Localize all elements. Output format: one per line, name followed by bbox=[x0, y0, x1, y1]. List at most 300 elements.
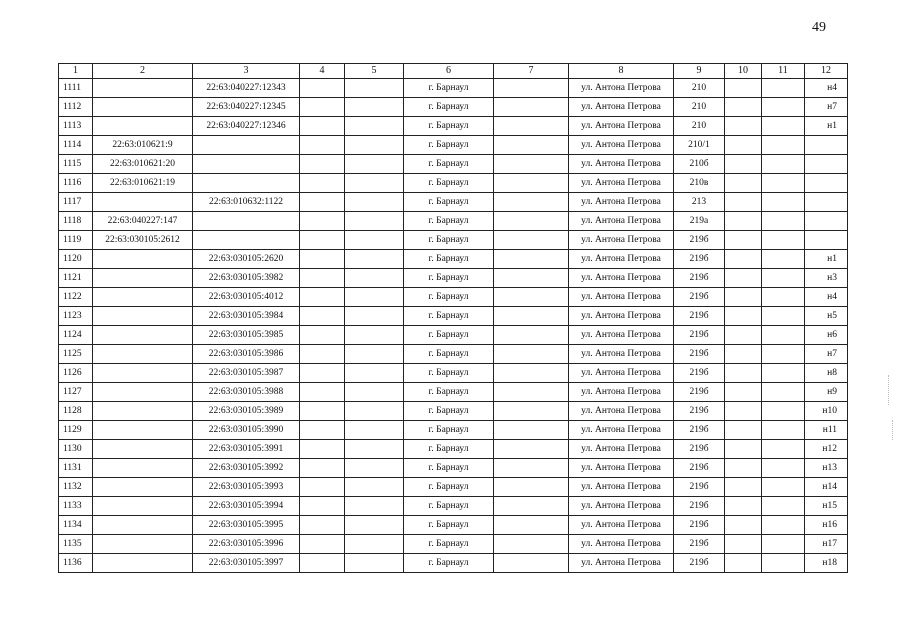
table-cell: 22:63:030105:3988 bbox=[193, 383, 300, 402]
table-cell bbox=[345, 98, 404, 117]
table-cell: 22:63:030105:2620 bbox=[193, 250, 300, 269]
table-cell: 1136 bbox=[59, 554, 93, 573]
table-cell: 1114 bbox=[59, 136, 93, 155]
table-cell: н13 bbox=[805, 459, 848, 478]
table-row bbox=[59, 402, 848, 421]
table-cell bbox=[494, 212, 569, 231]
table-cell bbox=[762, 250, 805, 269]
table-cell bbox=[345, 307, 404, 326]
table-cell bbox=[762, 174, 805, 193]
column-header: 4 bbox=[300, 64, 345, 79]
column-header: 9 bbox=[674, 64, 725, 79]
table-cell bbox=[345, 193, 404, 212]
column-header: 2 bbox=[93, 64, 193, 79]
table-cell bbox=[300, 383, 345, 402]
table-cell: 22:63:030105:3993 bbox=[193, 478, 300, 497]
margin-mark bbox=[892, 420, 894, 440]
table-cell: н1 bbox=[805, 117, 848, 136]
table-cell: ул. Антона Петрова bbox=[569, 231, 674, 250]
table-cell bbox=[193, 136, 300, 155]
column-header: 8 bbox=[569, 64, 674, 79]
table-row bbox=[59, 535, 848, 554]
table-cell: 219б bbox=[674, 250, 725, 269]
table-cell: ул. Антона Петрова bbox=[569, 478, 674, 497]
table-cell bbox=[93, 326, 193, 345]
table-cell bbox=[725, 421, 762, 440]
table-cell: 1135 bbox=[59, 535, 93, 554]
table-cell bbox=[762, 516, 805, 535]
table-cell: ул. Антона Петрова bbox=[569, 345, 674, 364]
table-cell bbox=[345, 117, 404, 136]
table-cell bbox=[93, 402, 193, 421]
table-row bbox=[59, 497, 848, 516]
table-row bbox=[59, 554, 848, 573]
table-cell: г. Барнаул bbox=[404, 288, 494, 307]
table-cell bbox=[93, 269, 193, 288]
table-cell bbox=[345, 174, 404, 193]
table-cell: г. Барнаул bbox=[404, 326, 494, 345]
table-cell: 1127 bbox=[59, 383, 93, 402]
table-cell: 22:63:030105:3997 bbox=[193, 554, 300, 573]
table-cell: г. Барнаул bbox=[404, 174, 494, 193]
table-cell bbox=[762, 459, 805, 478]
table-cell: ул. Антона Петрова bbox=[569, 79, 674, 98]
table-cell: г. Барнаул bbox=[404, 212, 494, 231]
table-cell bbox=[345, 136, 404, 155]
table-cell bbox=[93, 250, 193, 269]
table-cell: 22:63:010621:20 bbox=[93, 155, 193, 174]
table-cell bbox=[345, 497, 404, 516]
table-cell: 1124 bbox=[59, 326, 93, 345]
table-cell: н1 bbox=[805, 250, 848, 269]
table-cell: 1132 bbox=[59, 478, 93, 497]
table-cell bbox=[494, 478, 569, 497]
table-row bbox=[59, 117, 848, 136]
table-cell: 213 bbox=[674, 193, 725, 212]
table-cell: 219б bbox=[674, 307, 725, 326]
table-cell: н3 bbox=[805, 269, 848, 288]
table-cell: н15 bbox=[805, 497, 848, 516]
table-cell: 1133 bbox=[59, 497, 93, 516]
table-cell bbox=[345, 478, 404, 497]
table-cell bbox=[725, 364, 762, 383]
table-cell bbox=[93, 421, 193, 440]
table-row bbox=[59, 250, 848, 269]
table-cell bbox=[300, 516, 345, 535]
table-cell bbox=[494, 383, 569, 402]
column-header: 11 bbox=[762, 64, 805, 79]
table-cell bbox=[762, 288, 805, 307]
table-cell bbox=[494, 402, 569, 421]
table-cell bbox=[300, 459, 345, 478]
table-cell: г. Барнаул bbox=[404, 440, 494, 459]
table-cell bbox=[93, 478, 193, 497]
table-cell: 1131 bbox=[59, 459, 93, 478]
table-cell: 22:63:030105:3989 bbox=[193, 402, 300, 421]
table-row bbox=[59, 516, 848, 535]
table-cell bbox=[762, 136, 805, 155]
table-cell bbox=[300, 212, 345, 231]
table-cell: 210/1 bbox=[674, 136, 725, 155]
table-cell bbox=[725, 155, 762, 174]
table-row bbox=[59, 79, 848, 98]
table-cell bbox=[93, 554, 193, 573]
table-cell: ул. Антона Петрова bbox=[569, 155, 674, 174]
table-cell bbox=[725, 326, 762, 345]
table-cell: г. Барнаул bbox=[404, 98, 494, 117]
table-cell: г. Барнаул bbox=[404, 307, 494, 326]
table-cell bbox=[762, 554, 805, 573]
table-cell bbox=[300, 79, 345, 98]
table-cell: 22:63:040227:147 bbox=[93, 212, 193, 231]
table-cell bbox=[762, 98, 805, 117]
table-cell bbox=[762, 155, 805, 174]
table-cell bbox=[93, 117, 193, 136]
table-cell: 22:63:030105:3982 bbox=[193, 269, 300, 288]
table-cell bbox=[762, 117, 805, 136]
table-cell: 22:63:030105:3995 bbox=[193, 516, 300, 535]
table-cell bbox=[725, 402, 762, 421]
table-cell bbox=[725, 98, 762, 117]
table-cell: 22:63:030105:3994 bbox=[193, 497, 300, 516]
table-cell bbox=[725, 516, 762, 535]
table-cell: 1122 bbox=[59, 288, 93, 307]
table-cell bbox=[494, 174, 569, 193]
table-cell bbox=[494, 98, 569, 117]
table-cell bbox=[300, 364, 345, 383]
table-cell bbox=[345, 421, 404, 440]
table-cell bbox=[93, 288, 193, 307]
table-cell: 1130 bbox=[59, 440, 93, 459]
table-cell: г. Барнаул bbox=[404, 79, 494, 98]
table-cell bbox=[762, 231, 805, 250]
table-cell bbox=[345, 326, 404, 345]
table-cell: ул. Антона Петрова bbox=[569, 459, 674, 478]
table-cell: н12 bbox=[805, 440, 848, 459]
table-cell: г. Барнаул bbox=[404, 554, 494, 573]
table-cell bbox=[300, 307, 345, 326]
table-cell: н18 bbox=[805, 554, 848, 573]
table-cell: г. Барнаул bbox=[404, 117, 494, 136]
table-cell bbox=[762, 440, 805, 459]
table-cell: н4 bbox=[805, 288, 848, 307]
table-cell bbox=[193, 231, 300, 250]
table-cell: 219б bbox=[674, 421, 725, 440]
table-cell: 219б bbox=[674, 383, 725, 402]
table-cell bbox=[494, 269, 569, 288]
table-cell bbox=[725, 459, 762, 478]
table-cell bbox=[494, 440, 569, 459]
table-cell: ул. Антона Петрова bbox=[569, 535, 674, 554]
table-cell bbox=[345, 288, 404, 307]
table-cell: ул. Антона Петрова bbox=[569, 250, 674, 269]
table-cell: ул. Антона Петрова bbox=[569, 307, 674, 326]
table-cell: н14 bbox=[805, 478, 848, 497]
table-cell: г. Барнаул bbox=[404, 250, 494, 269]
table-cell: 219б bbox=[674, 269, 725, 288]
table-cell bbox=[300, 250, 345, 269]
table-cell bbox=[93, 193, 193, 212]
table-row bbox=[59, 98, 848, 117]
table-cell: 219б bbox=[674, 535, 725, 554]
table-cell bbox=[762, 402, 805, 421]
table-cell: 1112 bbox=[59, 98, 93, 117]
table-cell bbox=[805, 155, 848, 174]
table-cell: 219б bbox=[674, 402, 725, 421]
table-cell bbox=[762, 535, 805, 554]
table-cell bbox=[300, 402, 345, 421]
table-cell bbox=[345, 155, 404, 174]
table-cell: г. Барнаул bbox=[404, 155, 494, 174]
table-cell bbox=[494, 497, 569, 516]
table-cell: н6 bbox=[805, 326, 848, 345]
table-cell bbox=[494, 345, 569, 364]
table-row bbox=[59, 345, 848, 364]
table-cell bbox=[300, 497, 345, 516]
table-cell bbox=[762, 193, 805, 212]
column-header: 3 bbox=[193, 64, 300, 79]
table-cell: ул. Антона Петрова bbox=[569, 136, 674, 155]
table-cell bbox=[93, 516, 193, 535]
table-cell: 22:63:030105:3987 bbox=[193, 364, 300, 383]
column-header: 7 bbox=[494, 64, 569, 79]
table-cell bbox=[345, 231, 404, 250]
margin-mark bbox=[888, 375, 890, 405]
table-cell: 1118 bbox=[59, 212, 93, 231]
table-cell bbox=[494, 307, 569, 326]
table-cell: 22:63:030105:3985 bbox=[193, 326, 300, 345]
table-cell bbox=[762, 421, 805, 440]
table-row bbox=[59, 174, 848, 193]
table-cell: н5 bbox=[805, 307, 848, 326]
table-cell bbox=[93, 440, 193, 459]
table-cell: 219б bbox=[674, 554, 725, 573]
table-cell: 219б bbox=[674, 231, 725, 250]
table-cell bbox=[725, 193, 762, 212]
table-row bbox=[59, 421, 848, 440]
table-cell: 22:63:030105:3984 bbox=[193, 307, 300, 326]
table-row bbox=[59, 383, 848, 402]
table-cell: ул. Антона Петрова bbox=[569, 98, 674, 117]
table-cell bbox=[300, 288, 345, 307]
table-cell bbox=[725, 136, 762, 155]
table-cell: ул. Антона Петрова bbox=[569, 364, 674, 383]
table-cell bbox=[494, 79, 569, 98]
table-cell: 219б bbox=[674, 345, 725, 364]
table-cell: ул. Антона Петрова bbox=[569, 326, 674, 345]
table-cell: 219б bbox=[674, 326, 725, 345]
table-cell: г. Барнаул bbox=[404, 421, 494, 440]
table-cell bbox=[725, 231, 762, 250]
table-row bbox=[59, 478, 848, 497]
table-cell: ул. Антона Петрова bbox=[569, 497, 674, 516]
table-cell bbox=[725, 117, 762, 136]
table-cell bbox=[725, 269, 762, 288]
table-cell bbox=[345, 440, 404, 459]
table-cell bbox=[345, 383, 404, 402]
table-cell bbox=[762, 79, 805, 98]
table-cell bbox=[93, 98, 193, 117]
table-cell bbox=[494, 364, 569, 383]
table-row bbox=[59, 155, 848, 174]
table-cell: 1120 bbox=[59, 250, 93, 269]
table-cell bbox=[725, 307, 762, 326]
table-cell: н7 bbox=[805, 345, 848, 364]
table-cell bbox=[725, 535, 762, 554]
table-cell bbox=[193, 212, 300, 231]
table-cell bbox=[300, 345, 345, 364]
table-cell: 1121 bbox=[59, 269, 93, 288]
table-cell bbox=[494, 459, 569, 478]
table-cell: н4 bbox=[805, 79, 848, 98]
table-cell bbox=[762, 212, 805, 231]
table-cell: г. Барнаул bbox=[404, 136, 494, 155]
column-header: 12 bbox=[805, 64, 848, 79]
table-cell bbox=[725, 478, 762, 497]
table-cell bbox=[300, 231, 345, 250]
table-cell bbox=[494, 155, 569, 174]
table-cell bbox=[494, 231, 569, 250]
table-cell bbox=[805, 193, 848, 212]
table-cell: н10 bbox=[805, 402, 848, 421]
table-cell: г. Барнаул bbox=[404, 478, 494, 497]
table-cell: ул. Антона Петрова bbox=[569, 440, 674, 459]
column-header: 6 bbox=[404, 64, 494, 79]
table-cell: н11 bbox=[805, 421, 848, 440]
table-cell bbox=[93, 345, 193, 364]
table-cell bbox=[762, 307, 805, 326]
table-cell bbox=[300, 440, 345, 459]
table-cell bbox=[725, 174, 762, 193]
table-cell bbox=[345, 535, 404, 554]
table-cell bbox=[725, 383, 762, 402]
table-cell bbox=[193, 174, 300, 193]
table-row bbox=[59, 212, 848, 231]
table-cell bbox=[725, 79, 762, 98]
table-cell bbox=[494, 326, 569, 345]
table-cell: 219а bbox=[674, 212, 725, 231]
table-cell: ул. Антона Петрова bbox=[569, 402, 674, 421]
table-cell: г. Барнаул bbox=[404, 402, 494, 421]
table-cell: ул. Антона Петрова bbox=[569, 554, 674, 573]
table-cell: 1125 bbox=[59, 345, 93, 364]
table-cell bbox=[93, 79, 193, 98]
table-cell bbox=[345, 345, 404, 364]
table-cell bbox=[300, 269, 345, 288]
table-cell bbox=[300, 478, 345, 497]
table-cell: ул. Антона Петрова bbox=[569, 212, 674, 231]
table-cell: н17 bbox=[805, 535, 848, 554]
table-cell bbox=[300, 554, 345, 573]
table-cell bbox=[494, 250, 569, 269]
table-row bbox=[59, 193, 848, 212]
table-cell bbox=[300, 535, 345, 554]
table-cell bbox=[345, 554, 404, 573]
table-cell: 1117 bbox=[59, 193, 93, 212]
table-cell: н16 bbox=[805, 516, 848, 535]
table-cell bbox=[762, 364, 805, 383]
table-cell: г. Барнаул bbox=[404, 193, 494, 212]
table-cell bbox=[345, 402, 404, 421]
table-row bbox=[59, 459, 848, 478]
table-cell: н8 bbox=[805, 364, 848, 383]
table-cell: 1113 bbox=[59, 117, 93, 136]
table-cell: ул. Антона Петрова bbox=[569, 516, 674, 535]
table-cell bbox=[300, 136, 345, 155]
table-cell bbox=[93, 497, 193, 516]
table-cell: г. Барнаул bbox=[404, 231, 494, 250]
table-cell bbox=[345, 212, 404, 231]
table-row bbox=[59, 269, 848, 288]
table-cell bbox=[805, 174, 848, 193]
table-cell: 22:63:030105:4012 bbox=[193, 288, 300, 307]
table-cell bbox=[725, 554, 762, 573]
table-row bbox=[59, 288, 848, 307]
table-cell: н9 bbox=[805, 383, 848, 402]
table-cell bbox=[300, 421, 345, 440]
table-cell bbox=[93, 383, 193, 402]
table-cell: 1115 bbox=[59, 155, 93, 174]
table-cell bbox=[193, 155, 300, 174]
table-cell bbox=[494, 193, 569, 212]
table-cell: 22:63:030105:3996 bbox=[193, 535, 300, 554]
table-cell: ул. Антона Петрова bbox=[569, 383, 674, 402]
table-cell: 219б bbox=[674, 497, 725, 516]
table-cell bbox=[494, 535, 569, 554]
table-cell: г. Барнаул bbox=[404, 516, 494, 535]
table-cell: ул. Антона Петрова bbox=[569, 421, 674, 440]
table-cell bbox=[300, 326, 345, 345]
table-cell: г. Барнаул bbox=[404, 364, 494, 383]
table-cell: г. Барнаул bbox=[404, 345, 494, 364]
table-cell: 219б bbox=[674, 516, 725, 535]
table-cell: 219б bbox=[674, 288, 725, 307]
page-number: 49 bbox=[812, 20, 826, 35]
table-cell bbox=[762, 478, 805, 497]
table-cell bbox=[494, 554, 569, 573]
column-header: 5 bbox=[345, 64, 404, 79]
table-cell bbox=[494, 421, 569, 440]
table-cell bbox=[93, 535, 193, 554]
table-cell: г. Барнаул bbox=[404, 459, 494, 478]
table-cell: 1116 bbox=[59, 174, 93, 193]
table-cell: 22:63:030105:3990 bbox=[193, 421, 300, 440]
table-row bbox=[59, 364, 848, 383]
table-cell bbox=[725, 212, 762, 231]
table-cell: 210 bbox=[674, 98, 725, 117]
table-cell bbox=[762, 345, 805, 364]
table-cell bbox=[762, 497, 805, 516]
table-cell: 1134 bbox=[59, 516, 93, 535]
table-cell bbox=[345, 459, 404, 478]
table-cell bbox=[725, 345, 762, 364]
table-cell bbox=[345, 516, 404, 535]
table-cell: 22:63:030105:2612 bbox=[93, 231, 193, 250]
table-cell: 1128 bbox=[59, 402, 93, 421]
table-row bbox=[59, 136, 848, 155]
table-cell: ул. Антона Петрова bbox=[569, 117, 674, 136]
table-cell bbox=[725, 288, 762, 307]
column-header: 10 bbox=[725, 64, 762, 79]
table-cell: 22:63:010621:19 bbox=[93, 174, 193, 193]
table-cell: 210б bbox=[674, 155, 725, 174]
table-cell: 22:63:010621:9 bbox=[93, 136, 193, 155]
table-cell: 1129 bbox=[59, 421, 93, 440]
table-cell bbox=[725, 250, 762, 269]
table-cell bbox=[762, 326, 805, 345]
table-cell bbox=[300, 174, 345, 193]
table-cell bbox=[93, 364, 193, 383]
